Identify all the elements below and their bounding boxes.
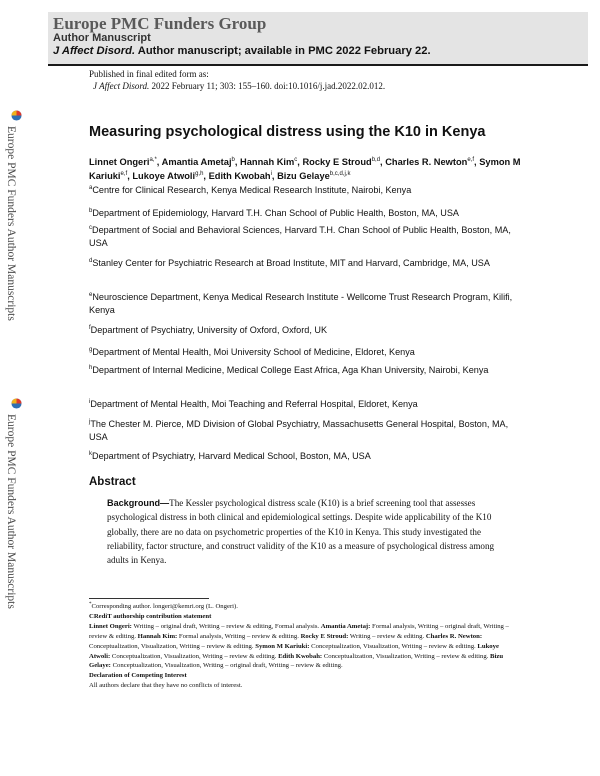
author-manuscript-label: Author Manuscript: [53, 32, 151, 44]
published-citation: [89, 80, 385, 92]
author-name[interactable]: Edith Kwobah: [208, 171, 271, 181]
credit-author: Bizu Gelaye:: [89, 652, 504, 670]
author-affiliation-marker: b,d: [371, 157, 381, 163]
affiliation-text: Centre for Clinical Research, Kenya Medical Research Institute, Nairobi, Kenya: [92, 185, 412, 195]
credit-roles: Formal analysis, Writing – review & editing.: [177, 632, 301, 640]
published-label: Published in final edited form as:: [89, 69, 209, 79]
credit-roles: Writing – review & editing.: [348, 632, 426, 640]
affiliation: [89, 324, 529, 337]
author-name[interactable]: Linnet Ongeri: [89, 157, 150, 167]
credit-statement: [89, 622, 511, 672]
affiliation-text: Department of Internal Medicine, Medical College East Africa, Aga Khan University, Nairobi, Kenya: [92, 365, 489, 375]
credit-heading: CRediT authorship contribution statement: [89, 612, 212, 620]
affiliation: [89, 398, 529, 411]
credit-author: Charles R. Newton:: [425, 632, 483, 640]
affiliation: [89, 418, 529, 445]
author-affiliation-marker: a,*: [149, 157, 157, 163]
author-affiliation-marker: c: [294, 157, 298, 163]
affiliation-text: Department of Mental Health, Moi Teaching and Referral Hospital, Eldoret, Kenya: [90, 399, 418, 409]
credit-roles: Formal analysis, Writing – original draft, Writing – review & editing.: [89, 622, 509, 640]
affiliation-marker: g: [89, 347, 93, 353]
affiliation-text: The Chester M. Pierce, MD Division of Global Psychiatry, Massachusetts General Hospital, Boston, MA, USA: [89, 419, 509, 443]
affiliation: [89, 346, 529, 359]
credit-author: Rocky E Stroud:: [300, 632, 349, 640]
side-banner-top: [4, 110, 30, 321]
author-separator: ,: [156, 157, 162, 167]
side-banner-text: Europe PMC Funders Author Manuscripts: [5, 126, 17, 321]
background-text: The Kessler psychological distress scale (K10) is a brief screening tool that assesses psychological distress in both clinical and epidemiological settings. Despite wide applicability of the K10 globally, there are no data on psychometric properties of the K10 in Kenya. This study investigated the reliability, factor structure, and construct validity of the K10 as a measure of psychological distress among adults in Kenya.: [107, 498, 495, 566]
affiliation: [89, 257, 529, 270]
author-separator: ,: [474, 157, 480, 167]
abstract-heading: Abstract: [89, 476, 136, 488]
footnote-rule: [89, 598, 209, 599]
author-name[interactable]: Charles R. Newton: [385, 157, 468, 167]
credit-roles: Conceptualization, Visualization, Writing – original draft, Writing – review & editing.: [110, 662, 343, 670]
author-name[interactable]: Amantia Ametaj: [161, 157, 232, 167]
journal-line: [53, 45, 431, 57]
credit-roles: Conceptualization, Visualization, Writing – review & editing.: [322, 652, 491, 660]
author-separator: ,: [380, 157, 386, 167]
interest-heading: Declaration of Competing Interest: [89, 672, 187, 680]
credit-roles: Conceptualization, Visualization, Writing – review & editing.: [89, 642, 256, 650]
published-journal: J Affect Disord.: [93, 81, 150, 91]
footnotes: [89, 602, 511, 691]
affiliation-marker: d: [89, 258, 93, 264]
author-affiliation-marker: b: [231, 157, 235, 163]
author-separator: ,: [234, 157, 241, 167]
author-name[interactable]: Symon M Kariuki: [89, 157, 521, 181]
credit-roles: Writing – original draft, Writing – review & editing, Formal analysis.: [131, 622, 321, 630]
interest-text: All authors declare that they have no conflicts of interest.: [89, 682, 243, 690]
affiliation: [89, 291, 529, 318]
paper-title: Measuring psychological distress using the K10 in Kenya: [89, 124, 486, 140]
funders-group-title: Europe PMC Funders Group: [53, 14, 267, 33]
corresponding-author: *Corresponding author. longeri@kemri.org (L. Ongeri).: [89, 602, 238, 610]
affiliation-text: Department of Psychiatry, Harvard Medical School, Boston, MA, USA: [92, 451, 371, 461]
europe-pmc-logo-icon: [11, 398, 22, 409]
affiliation-marker: h: [89, 365, 93, 371]
credit-author: Symon M Kariuki:: [255, 642, 310, 650]
affiliation: [89, 364, 529, 377]
affiliation-marker: a: [89, 185, 93, 191]
credit-author: Edith Kwobah:: [278, 652, 323, 660]
author-name[interactable]: Hannah Kim: [240, 157, 295, 167]
affiliation: [89, 450, 529, 463]
affiliation-text: Stanley Center for Psychiatric Research at Broad Institute, MIT and Harvard, Cambridge, MA, USA: [92, 258, 490, 268]
author-list: [89, 155, 529, 183]
affiliation-marker: e: [89, 292, 93, 298]
credit-roles: Conceptualization, Visualization, Writing – review & editing.: [110, 652, 279, 660]
affiliation-text: Department of Psychiatry, University of Oxford, Oxford, UK: [90, 325, 328, 335]
citation-details[interactable]: 2022 February 11; 303: 155–160. doi:10.1016/j.jad.2022.02.012.: [149, 81, 386, 91]
affiliation-text: Department of Epidemiology, Harvard T.H. Chan School of Public Health, Boston, MA, USA: [92, 208, 459, 218]
author-separator: ,: [297, 157, 303, 167]
side-banner-bottom: [4, 398, 30, 609]
author-affiliation-marker: e,f: [120, 171, 128, 177]
author-separator: ,: [271, 171, 278, 181]
side-banner-text: Europe PMC Funders Author Manuscripts: [5, 414, 17, 609]
background-label: Background—: [107, 498, 170, 508]
affiliation: [89, 224, 529, 251]
affiliation-text: Department of Social and Behavioral Sciences, Harvard T.H. Chan School of Public Health, Boston, MA, USA: [89, 225, 511, 249]
affiliation: [89, 207, 529, 220]
abstract-background: [107, 496, 502, 567]
affiliation-marker: b: [89, 208, 93, 214]
author-name[interactable]: Bizu Gelaye: [277, 171, 330, 181]
author-separator: ,: [127, 171, 133, 181]
journal-name[interactable]: J Affect Disord.: [53, 45, 136, 57]
author-separator: ,: [203, 171, 209, 181]
author-name[interactable]: Rocky E Stroud: [302, 157, 372, 167]
affiliation-marker: c: [89, 225, 92, 231]
affiliation-text: Neuroscience Department, Kenya Medical Research Institute - Wellcome Trust Research Program, Kilifi, Kenya: [89, 292, 513, 316]
affiliation-marker: f: [89, 325, 91, 331]
availability-text: Author manuscript; available in PMC 2022 February 22.: [135, 45, 431, 57]
author-affiliation-marker: g,h: [195, 171, 204, 177]
published-in: [89, 68, 385, 92]
header-rule: [48, 64, 588, 66]
affiliation-marker: k: [89, 451, 92, 457]
credit-author: Amantia Ametaj:: [320, 622, 371, 630]
credit-roles: Conceptualization, Visualization, Writing – review & editing.: [309, 642, 478, 650]
credit-author: Linnet Ongeri:: [89, 622, 132, 630]
author-affiliation-marker: b,c,d,j,k: [329, 171, 351, 177]
affiliation-marker: i: [89, 399, 91, 405]
credit-author: Lukoye Atwoli:: [89, 642, 499, 660]
author-name[interactable]: Lukoye Atwoli: [132, 171, 196, 181]
author-affiliation-marker: e,f: [467, 157, 475, 163]
affiliation: [89, 184, 529, 197]
credit-author: Hannah Kim:: [137, 632, 178, 640]
affiliation-marker: j: [89, 419, 91, 425]
corresponding-text[interactable]: Corresponding author. longeri@kemri.org (L. Ongeri).: [91, 603, 238, 610]
affiliation-text: Department of Mental Health, Moi University School of Medicine, Eldoret, Kenya: [92, 347, 415, 357]
author-affiliation-marker: i: [270, 171, 272, 177]
europe-pmc-logo-icon: [11, 110, 22, 121]
